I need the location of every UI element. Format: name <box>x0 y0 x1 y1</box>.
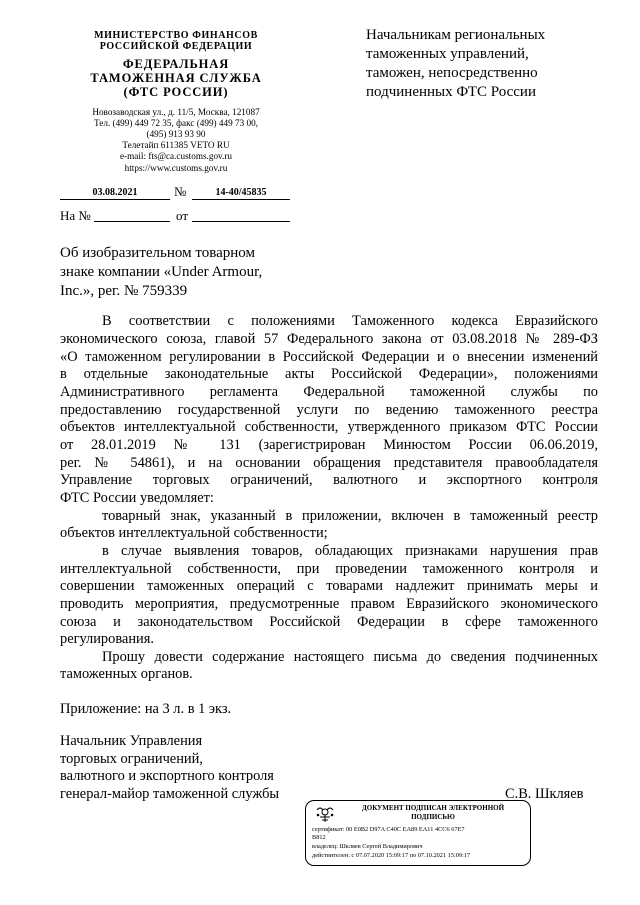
stamp-certificate-line1: сертификат: 00 E0B2 D97A C40C EA89 EA11 4CC6 67E7 <box>312 826 465 833</box>
address-line3: (495) 913 93 90 <box>146 129 206 139</box>
address-line1: Новозаводская ул., д. 11/5, Москва, 121087 <box>92 107 260 117</box>
address-line2: Тел. (499) 449 72 35, факс (499) 449 73 00, <box>94 118 258 128</box>
body-line: предоставлению государственной услуги по ведению таможенного реестра <box>60 402 598 418</box>
signer-title-line3: валютного и экспортного контроля <box>60 768 274 784</box>
subject-line3: Inc.», рег. № 759339 <box>60 283 188 299</box>
body-line: рег. № 54861), и на основании обращения представителя правообладателя <box>60 455 598 471</box>
body-line: регулирования. <box>60 631 154 647</box>
email-line: e-mail: fts@ca.customs.gov.ru <box>120 151 232 161</box>
stamp-validity: действителен: с 07.07.2020 15:09:17 по 07.10.2021 15:09:17 <box>312 852 471 859</box>
addressee-line4: подчиненных ФТС России <box>366 84 536 100</box>
body-line: Управление торговых ограничений, валютного и экспортного контроля <box>60 472 598 488</box>
body-line: объектов интеллектуальной собственности; <box>60 525 328 541</box>
address-line4: Телетайп 611385 VETO RU <box>122 140 230 150</box>
outgoing-date: 03.08.2021 <box>60 187 170 200</box>
subject-line1: Об изобразительном товарном <box>60 245 255 261</box>
signer-title-line1: Начальник Управления <box>60 733 203 749</box>
stamp-owner: владелец: Шкляев Сергей Владимирович <box>312 843 423 850</box>
body-line: интеллектуальной собственности, при проведении таможенного контроля и <box>60 561 598 577</box>
body-line: В соответствии с положениями Таможенного кодекса Евразийского <box>102 313 598 329</box>
addressee-line3: таможен, непосредственно <box>366 65 538 81</box>
outgoing-number: 14-40/45835 <box>192 187 290 200</box>
ref-number-label: На № <box>60 208 91 223</box>
ref-from-line <box>192 221 290 222</box>
ref-from-label: от <box>176 208 189 223</box>
body-line: таможенных органов. <box>60 666 193 682</box>
body-line: проводить мероприятия, предусмотренные правом Евразийского экономического <box>60 596 598 612</box>
service-line3: (ФТС РОССИИ) <box>123 85 229 99</box>
body-line: союза и законодательством Российской Федерации в сфере таможенного <box>60 614 598 630</box>
body-line: совершении таможенных операций с товарами надлежит принимать меры и <box>60 578 598 594</box>
signer-name: С.В. Шкляев <box>505 786 584 802</box>
body-line: от 28.01.2019 № 131 (зарегистрирован Минюстом России 06.06.2019, <box>60 437 598 453</box>
emblem-icon <box>314 804 336 824</box>
signer-title-line2: торговых ограничений, <box>60 751 203 767</box>
signer-title-line4: генерал-майор таможенной службы <box>60 786 280 802</box>
number-sign: № <box>174 184 187 199</box>
stamp-title-line2: ПОДПИСЬЮ <box>411 813 455 821</box>
body-line: «О таможенном регулировании в Российской Федерации и о внесении изменений <box>60 349 598 365</box>
attachment-note: Приложение: на 3 л. в 1 экз. <box>60 701 232 717</box>
stamp-title-line1: ДОКУМЕНТ ПОДПИСАН ЭЛЕКТРОННОЙ <box>361 804 505 812</box>
ministry-line1: МИНИСТЕРСТВО ФИНАНСОВ <box>94 30 258 41</box>
body-line: товарный знак, указанный в приложении, включен в таможенный реестр <box>102 508 598 524</box>
body-line: в отдельные законодательные акты Российской Федерации», положениями <box>60 366 598 382</box>
ref-number-line <box>94 221 170 222</box>
addressee-line1: Начальникам региональных <box>366 27 546 43</box>
service-line2: ТАМОЖЕННАЯ СЛУЖБА <box>90 71 262 85</box>
body-line: ФТС России уведомляет: <box>60 490 214 506</box>
website-line: https://www.customs.gov.ru <box>124 163 228 173</box>
body-line: в случае выявления товаров, обладающих признаками нарушения прав <box>102 543 598 559</box>
body-line: Прошу довести содержание настоящего письма до сведения подчиненных <box>102 649 598 665</box>
body-line: объектов интеллектуальной собственности, утвержденного приказом ФТС России <box>60 419 598 435</box>
body-line: экономического союза, главой 57 Федерального закона от 03.08.2018 № 289-ФЗ <box>60 331 598 347</box>
body-line: Административного регламента Федеральной таможенной службы по <box>60 384 598 400</box>
stamp-certificate-line2: B812 <box>312 834 326 841</box>
e-signature-stamp <box>305 800 531 866</box>
ministry-line2: РОССИЙСКОЙ ФЕДЕРАЦИИ <box>99 41 253 52</box>
subject-line2: знаке компании «Under Armour, <box>60 264 263 280</box>
addressee-line2: таможенных управлений, <box>366 46 529 62</box>
service-line1: ФЕДЕРАЛЬНАЯ <box>122 57 230 71</box>
